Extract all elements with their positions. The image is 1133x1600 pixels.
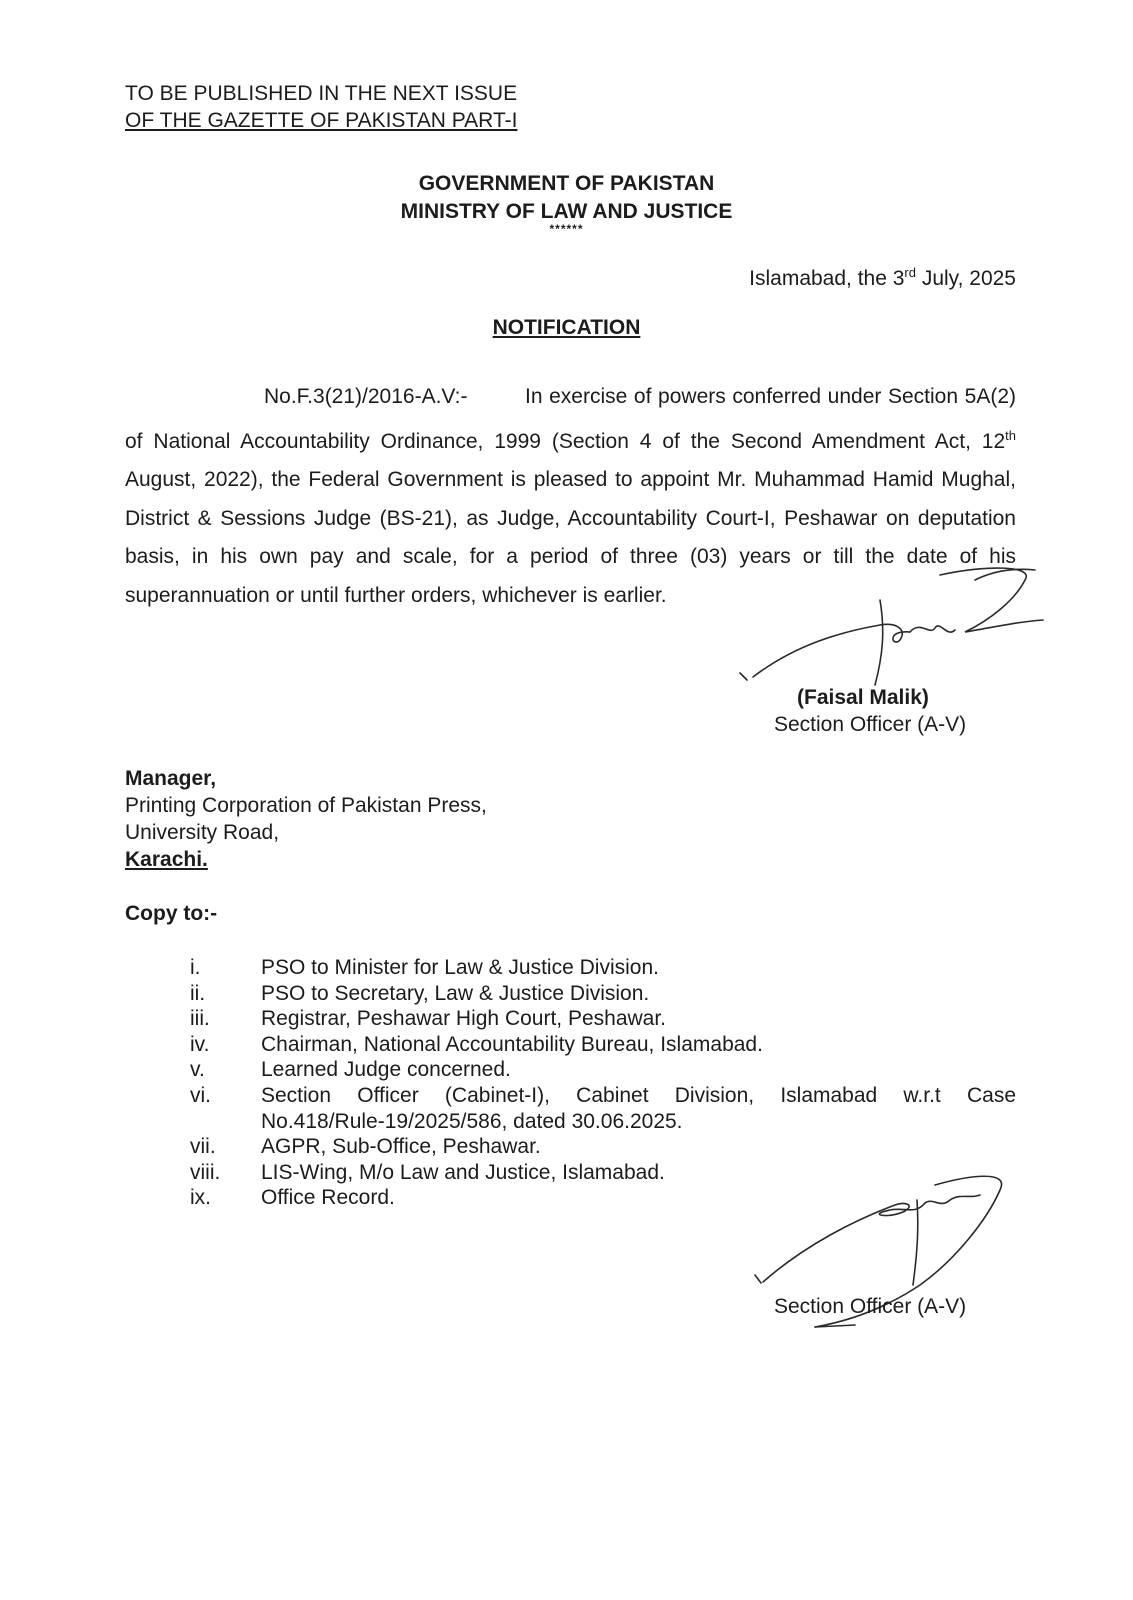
signatory-designation: Section Officer (A-V) <box>774 713 967 736</box>
heading-separator-stars: ****** <box>549 222 584 236</box>
list-item-text: Office Record. <box>261 1186 395 1210</box>
gazette-note-line-2: OF THE GAZETTE OF PAKISTAN PART-I <box>125 109 518 132</box>
list-item <box>190 955 1016 981</box>
list-item <box>190 1032 1016 1058</box>
notification-reference-number: No.F.3(21)/2016-A.V:- <box>264 385 468 408</box>
ministry-heading: MINISTRY OF LAW AND JUSTICE <box>400 200 733 223</box>
signature-image <box>735 560 1055 700</box>
list-item-number: i. <box>190 956 201 979</box>
addressee-line-2: University Road, <box>125 821 280 844</box>
list-item-text: Chairman, National Accountability Bureau, Islamabad. <box>261 1032 763 1056</box>
notification-text-part-2: August, 2022), the Federal Government is pleased to appoint Mr. Muhammad Hamid Mughal, District & Sessions Judge (BS-21), as Judge, Accountability Court-I, Peshawar on deputation basis, in his own pay and scale, for a period of three (03) years or till the date of his superannuation or until further orders, whichever is earlier. <box>125 468 1016 607</box>
list-item-number: v. <box>190 1058 205 1082</box>
list-item-text-continuation: No.418/Rule-19/2025/586, dated 30.06.2025. <box>261 1109 683 1133</box>
notification-text-part-1: In exercise of powers conferred under Section 5A(2) of National Accountability Ordinance, 1999 (Section 4 of the Second Amendment Act, 12 <box>125 385 1016 453</box>
list-item-text: Learned Judge concerned. <box>261 1058 511 1082</box>
addressee-line-1: Printing Corporation of Pakistan Press, <box>125 794 487 817</box>
list-item-text: LIS-Wing, M/o Law and Justice, Islamabad. <box>261 1160 665 1184</box>
list-item-number: ii. <box>190 981 206 1005</box>
signatory-name: (Faisal Malik) <box>797 686 929 709</box>
list-item <box>190 981 1016 1007</box>
list-item <box>190 1006 1016 1032</box>
list-item-continuation <box>190 1109 1016 1135</box>
government-heading: GOVERNMENT OF PAKISTAN <box>418 172 715 195</box>
list-item-text: PSO to Minister for Law & Justice Division. <box>261 956 659 979</box>
addressee-city: Karachi. <box>125 848 208 871</box>
gazette-note-line-1: TO BE PUBLISHED IN THE NEXT ISSUE <box>125 82 518 105</box>
list-item-text: Section Officer (Cabinet-I), Cabinet Division, Islamabad w.r.t Case <box>261 1083 1016 1107</box>
addressee-title: Manager, <box>125 767 217 790</box>
letterhead <box>0 170 1133 226</box>
list-item-number: ix. <box>190 1186 211 1210</box>
list-item-number: vii. <box>190 1135 216 1159</box>
list-item-number: iv. <box>190 1032 210 1056</box>
list-item-text: PSO to Secretary, Law & Justice Division. <box>261 981 650 1005</box>
date-ordinal-suffix: rd <box>904 265 916 280</box>
closing-signature-image <box>755 1175 1035 1355</box>
date-prefix: Islamabad, the 3 <box>749 267 905 290</box>
list-item <box>190 1134 1016 1160</box>
list-item-text: Registrar, Peshawar High Court, Peshawar. <box>261 1007 667 1031</box>
closing-signatory-designation: Section Officer (A-V) <box>774 1295 967 1318</box>
notification-text-ordinal: th <box>1005 427 1016 443</box>
list-item-text: AGPR, Sub-Office, Peshawar. <box>261 1135 541 1159</box>
copy-to-list <box>190 955 1016 1211</box>
notification-title: NOTIFICATION <box>492 316 641 339</box>
list-item-number: iii. <box>190 1007 210 1031</box>
list-item <box>190 1083 1016 1109</box>
gazette-publication-note <box>125 80 517 134</box>
issue-date <box>749 265 1016 291</box>
list-item <box>190 1057 1016 1083</box>
addressee-block <box>125 765 487 873</box>
list-item-number: vi. <box>190 1083 211 1107</box>
list-item-number: viii. <box>190 1160 221 1184</box>
date-suffix: July, 2025 <box>915 267 1016 290</box>
copy-to-heading: Copy to:- <box>125 902 218 925</box>
